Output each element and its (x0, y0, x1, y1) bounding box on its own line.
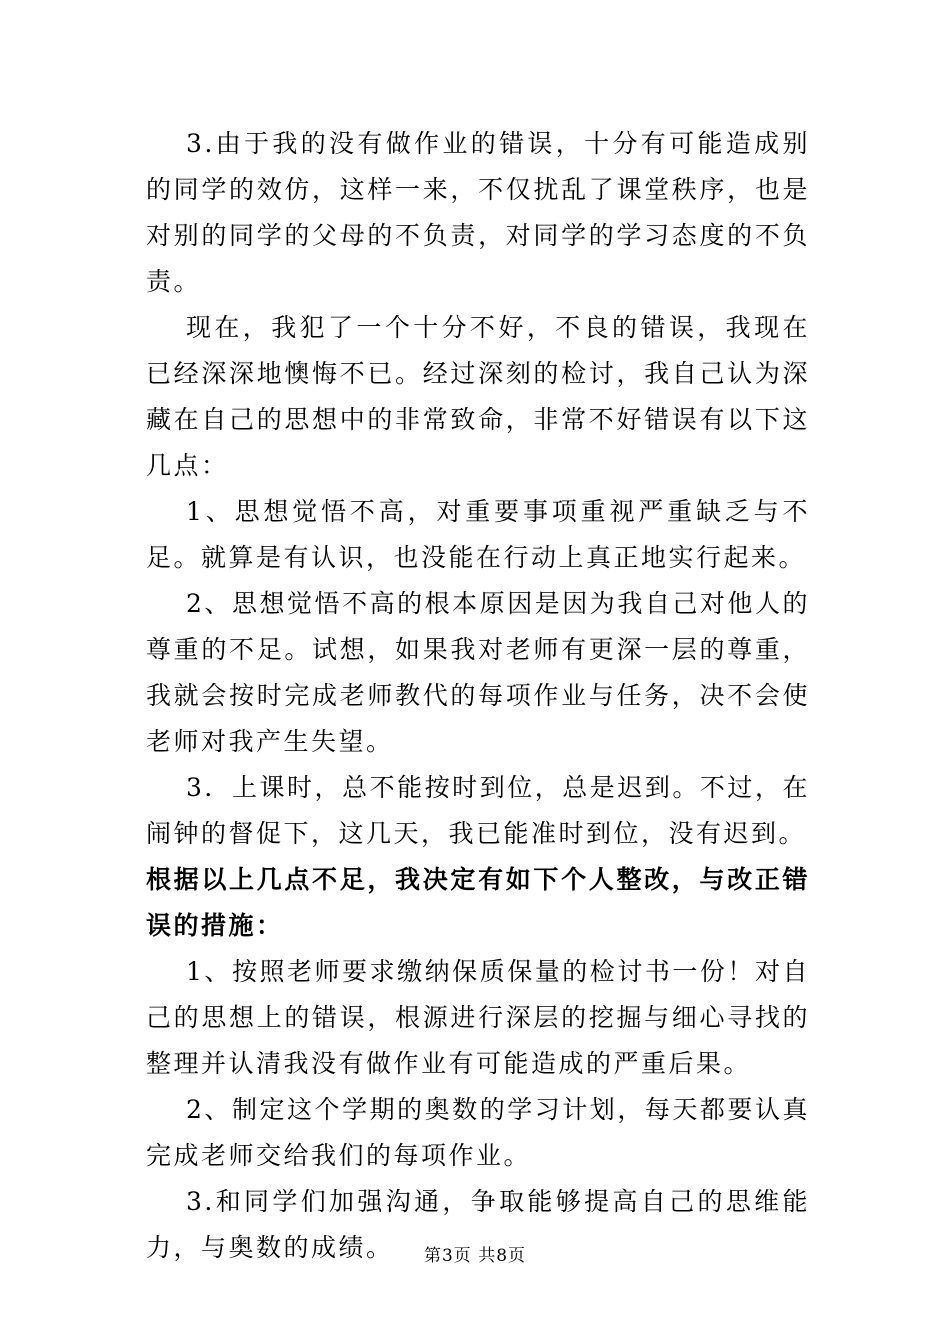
page-number-footer: 第3页 共8页 (423, 1246, 527, 1266)
paragraph: 2、思想觉悟不高的根本原因是因为我自己对他人的尊重的不足。试想，如果我对老师有更深一层的尊重，我就会按时完成老师教代的每项作业与任务，决不会使老师对我产生失望。 (146, 589, 810, 756)
document-body (146, 121, 810, 1271)
paragraph: 3．上课时，总不能按时到位，总是迟到。不过，在闹钟的督促下，这几天，我已能准时到位，没有迟到。 (146, 773, 810, 848)
paragraph: 2、制定这个学期的奥数的学习计划，每天都要认真完成老师交给我们的每项作业。 (146, 1095, 810, 1170)
paragraph: 1、按照老师要求缴纳保质保量的检讨书一份！对自己的思想上的错误，根源进行深层的挖掘与细心寻找的整理并认清我没有做作业有可能造成的严重后果。 (146, 957, 810, 1078)
paragraph: 3.和同学们加强沟通，争取能够提高自己的思维能力，与奥数的成绩。 (146, 1187, 810, 1262)
paragraph: 现在，我犯了一个十分不好，不良的错误，我现在已经深深地懊悔不已。经过深刻的检讨，我自己认为深藏在自己的思想中的非常致命，非常不好错误有以下这几点： (146, 313, 810, 480)
paragraph: 3.由于我的没有做作业的错误，十分有可能造成别的同学的效仿，这样一来，不仅扰乱了课堂秩序，也是对别的同学的父母的不负责，对同学的学习态度的不负责。 (146, 129, 810, 296)
paragraph: 1、思想觉悟不高，对重要事项重视严重缺乏与不足。就算是有认识，也没能在行动上真正地实行起来。 (146, 497, 810, 572)
section-heading: 根据以上几点不足，我决定有如下个人整改，与改正错误的措施： (146, 865, 810, 940)
